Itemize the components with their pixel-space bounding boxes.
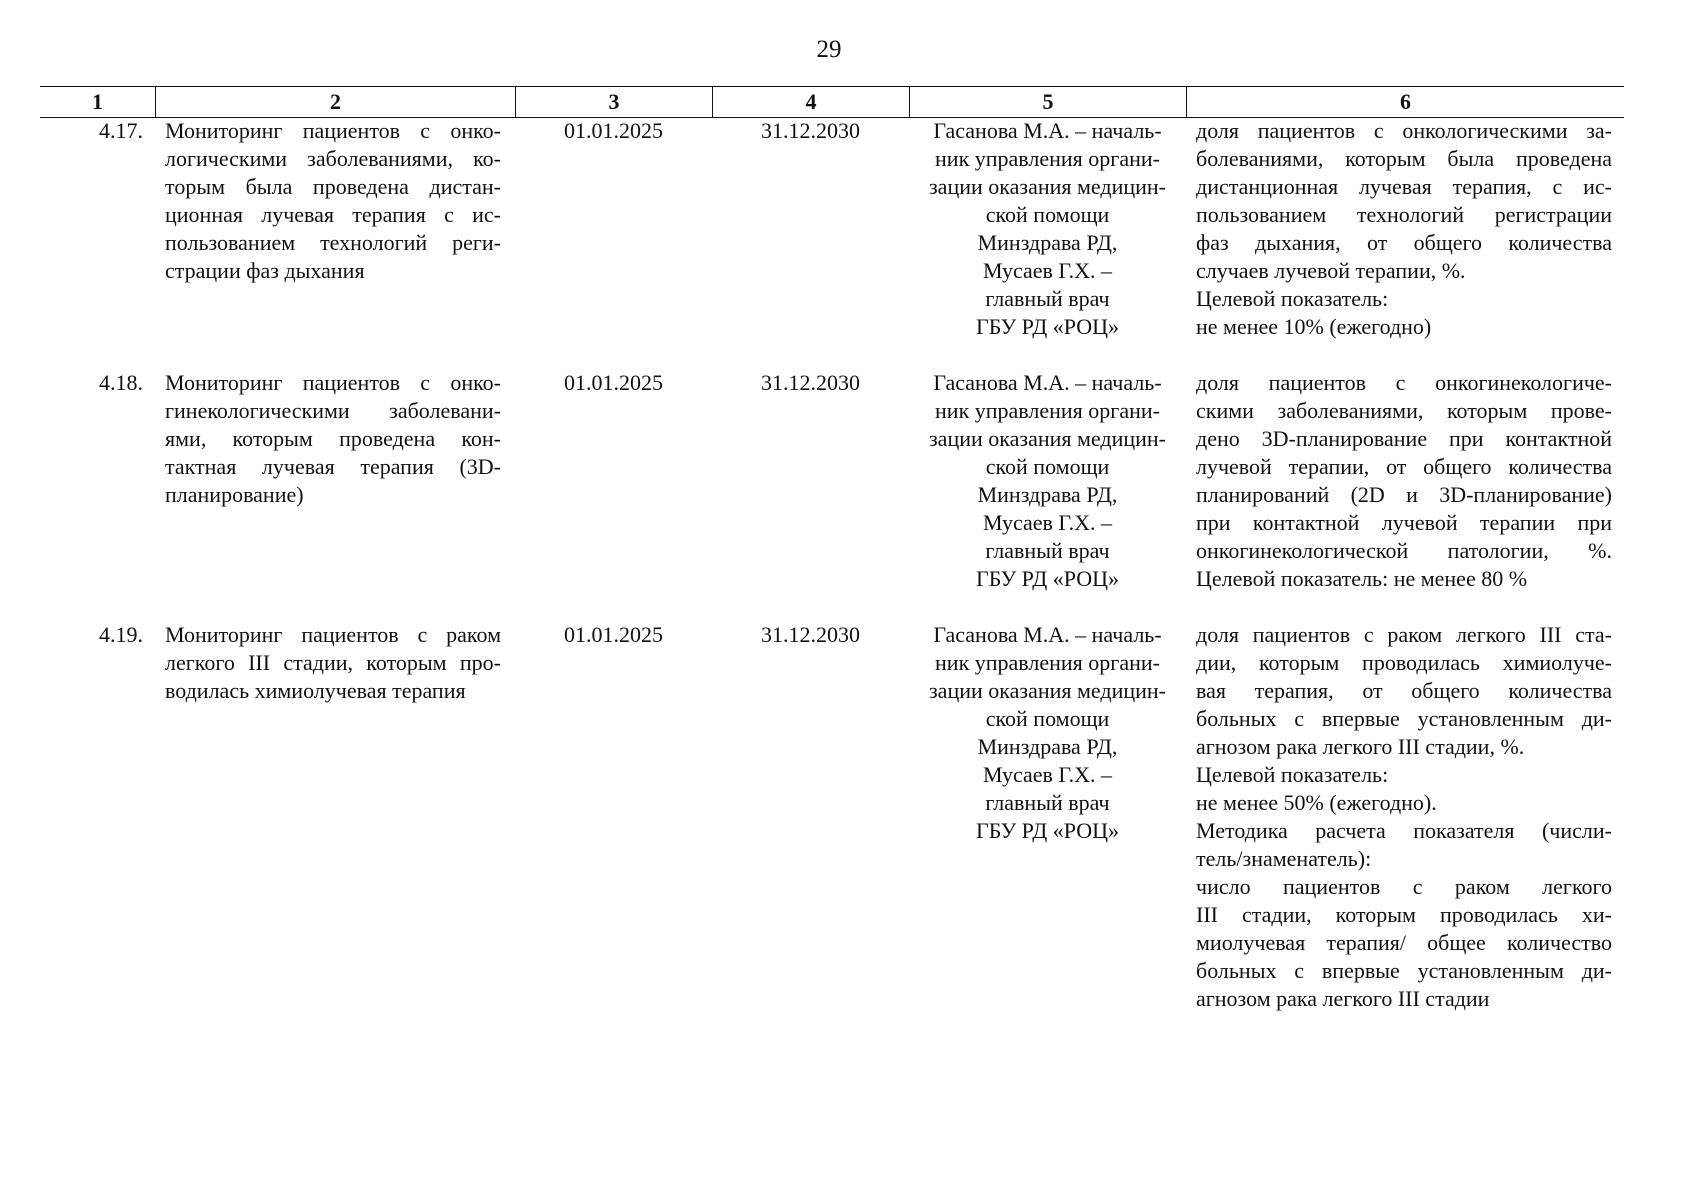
- table-row: [40, 621, 1624, 1013]
- row-number: 4.18.: [99, 370, 143, 395]
- table-header: [40, 86, 1624, 118]
- end-date: 31.12.2030: [761, 370, 860, 395]
- indicator: доля пациентов с раком легкого III ста- дии, которым проводилась химиолуче- вая терапия, от общего количества больных с впервые установленным ди- агнозом рака легкого III стадии, %. Целевой показатель: не менее 50% (ежегодно). Методика расчета показателя (числи- тель/знаменатель): число пациентов с раком легкого III стадии, которым проводилась хи- миолучевая терапия/ общее количество больных с впервые установленным ди- агнозом рака легкого III стадии: [1196, 622, 1612, 1011]
- page-number: 29: [816, 36, 842, 63]
- start-date: 01.01.2025: [564, 370, 663, 395]
- table-row: [40, 117, 1624, 341]
- indicator: доля пациентов с онкогинекологиче- скими заболеваниями, которым прове- дено 3D-планирование при контактной лучевой терапии, от общего количества планирований (2D и 3D-планирование) при контактной лучевой терапии при онкогинекологической патологии, %. Целевой показатель: не менее 80 %: [1196, 370, 1612, 591]
- table-row: [40, 369, 1624, 593]
- measure-name: Мониторинг пациентов с онко- логическими заболеваниями, ко- торым была проведена дистан- ционная лучевая терапия с ис- пользованием технологий реги- страции фаз дыхания: [165, 118, 501, 283]
- measure-name: Мониторинг пациентов с раком легкого III стадии, которым про- водилась химиолучевая терапия: [165, 622, 501, 703]
- responsible: Гасанова М.А. – началь- ник управления органи- зации оказания медицин- ской помощи Минздрава РД, Мусаев Г.Х. – главный врач ГБУ РД «РОЦ»: [928, 622, 1167, 843]
- column-header-6: 6: [1186, 87, 1624, 117]
- responsible: Гасанова М.А. – началь- ник управления органи- зации оказания медицин- ской помощи Минздрава РД, Мусаев Г.Х. – главный врач ГБУ РД «РОЦ»: [928, 370, 1167, 591]
- end-date: 31.12.2030: [761, 118, 860, 143]
- column-header-1: 1: [92, 89, 103, 114]
- column-header-4: 4: [712, 87, 909, 117]
- row-number: 4.19.: [99, 622, 143, 647]
- start-date: 01.01.2025: [564, 622, 663, 647]
- column-header-5: 5: [909, 87, 1186, 117]
- end-date: 31.12.2030: [761, 622, 860, 647]
- start-date: 01.01.2025: [564, 118, 663, 143]
- row-number: 4.17.: [99, 118, 143, 143]
- responsible: Гасанова М.А. – началь- ник управления органи- зации оказания медицин- ской помощи Минздрава РД, Мусаев Г.Х. – главный врач ГБУ РД «РОЦ»: [928, 118, 1167, 339]
- indicator: доля пациентов с онкологическими за- болеваниями, которым была проведена дистанционная лучевая терапия, с ис- пользованием технологий регистрации фаз дыхания, от общего количества случаев лучевой терапии, %. Целевой показатель: не менее 10% (ежегодно): [1196, 118, 1612, 339]
- column-header-2: 2: [155, 87, 515, 117]
- measure-name: Мониторинг пациентов с онко- гинекологическими заболевани- ями, которым проведена кон- тактная лучевая терапия (3D- планирование): [165, 370, 501, 507]
- column-header-3: 3: [515, 87, 712, 117]
